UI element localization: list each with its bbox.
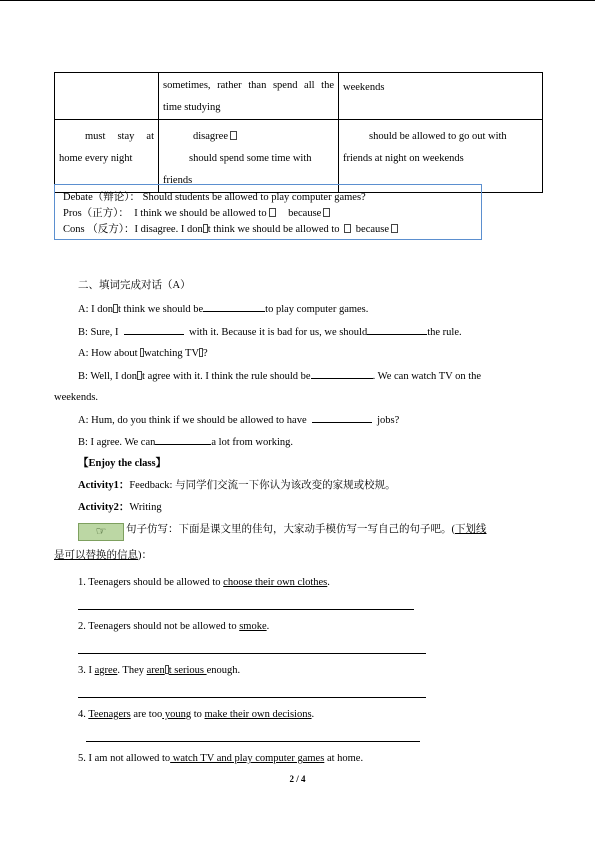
fill-blank[interactable] <box>155 434 211 445</box>
fill-blank[interactable] <box>203 301 265 312</box>
page-top-rule <box>0 0 595 1</box>
table-cell: should be allowed to go out with friends at night on weekends <box>339 120 543 193</box>
debate-box <box>54 184 482 240</box>
pointing-hand-icon: ☞ <box>78 523 124 541</box>
page-number: 2 / 4 <box>289 774 306 784</box>
dialogue-line: A: How about watching TV ? <box>78 348 208 359</box>
dialogue-line: A: Hum, do you think if we should be allowed to have jobs? <box>78 412 399 429</box>
answer-line[interactable] <box>78 609 414 610</box>
table-cell: weekends <box>339 73 543 120</box>
rules-table <box>54 72 543 193</box>
dialogue-line: B: Sure, I with it. Because it is bad for us, we should the rule. <box>78 324 462 341</box>
cell-text: disagree <box>193 131 228 142</box>
table-cell <box>159 120 339 193</box>
missing-glyph-box <box>230 131 237 140</box>
debate-title: Debate（辩论）： Should students be allowed to play computer games? <box>63 192 366 203</box>
imitate-instruction-cont: 是可以替换的信息)： <box>54 550 152 561</box>
dialogue-line: weekends. <box>54 392 99 403</box>
answer-line[interactable] <box>86 741 420 742</box>
sentence-4: 4. Teenagers are too young to make their own decisions. <box>78 709 315 720</box>
activity-1: Activity1：Feedback: 与同学们交流一下你认为该改变的家规或校规。 <box>78 480 396 491</box>
imitate-instruction: ☞ 句子仿写：下面是课文里的佳句，大家动手模仿写一写自己的句子吧。(下划线 <box>78 522 487 541</box>
sentence-2: 2. Teenagers should not be allowed to smoke. <box>78 621 270 632</box>
dialogue-line: A: I don t think we should be to play computer games. <box>78 301 368 318</box>
section-heading: 二、填词完成对话（A） <box>78 280 191 291</box>
activity-2: Activity2：Writing <box>78 502 162 513</box>
table-cell: sometimes, rather than spend all the time studying <box>159 73 339 120</box>
table-row <box>55 73 543 120</box>
cell-text: should spend some time with friends <box>163 153 312 186</box>
table-row <box>55 120 543 193</box>
answer-line[interactable] <box>78 697 426 698</box>
answer-line[interactable] <box>78 653 426 654</box>
dialogue-line: B: I agree. We can a lot from working. <box>78 434 293 451</box>
sentence-1: 1. Teenagers should be allowed to choose their own clothes. <box>78 577 330 588</box>
debate-pros: Pros（正方）： I think we should be allowed to because <box>63 206 473 222</box>
table-cell <box>55 73 159 120</box>
sentence-3: 3. I agree. They aren t serious enough. <box>78 665 241 676</box>
table-cell: must stay at home every night <box>55 120 159 193</box>
enjoy-heading: 【Enjoy the class】 <box>78 458 167 469</box>
fill-blank[interactable] <box>312 412 372 423</box>
fill-blank[interactable] <box>124 324 184 335</box>
fill-blank[interactable] <box>311 368 373 379</box>
dialogue-line: B: Well, I don t agree with it. I think the rule should be . We can watch TV on the <box>78 368 481 385</box>
fill-blank[interactable] <box>367 324 427 335</box>
sentence-5: 5. I am not allowed to watch TV and play computer games at home. <box>78 753 364 764</box>
debate-cons: Cons （反方）：I disagree. I don t think we should be allowed to because <box>63 222 473 238</box>
